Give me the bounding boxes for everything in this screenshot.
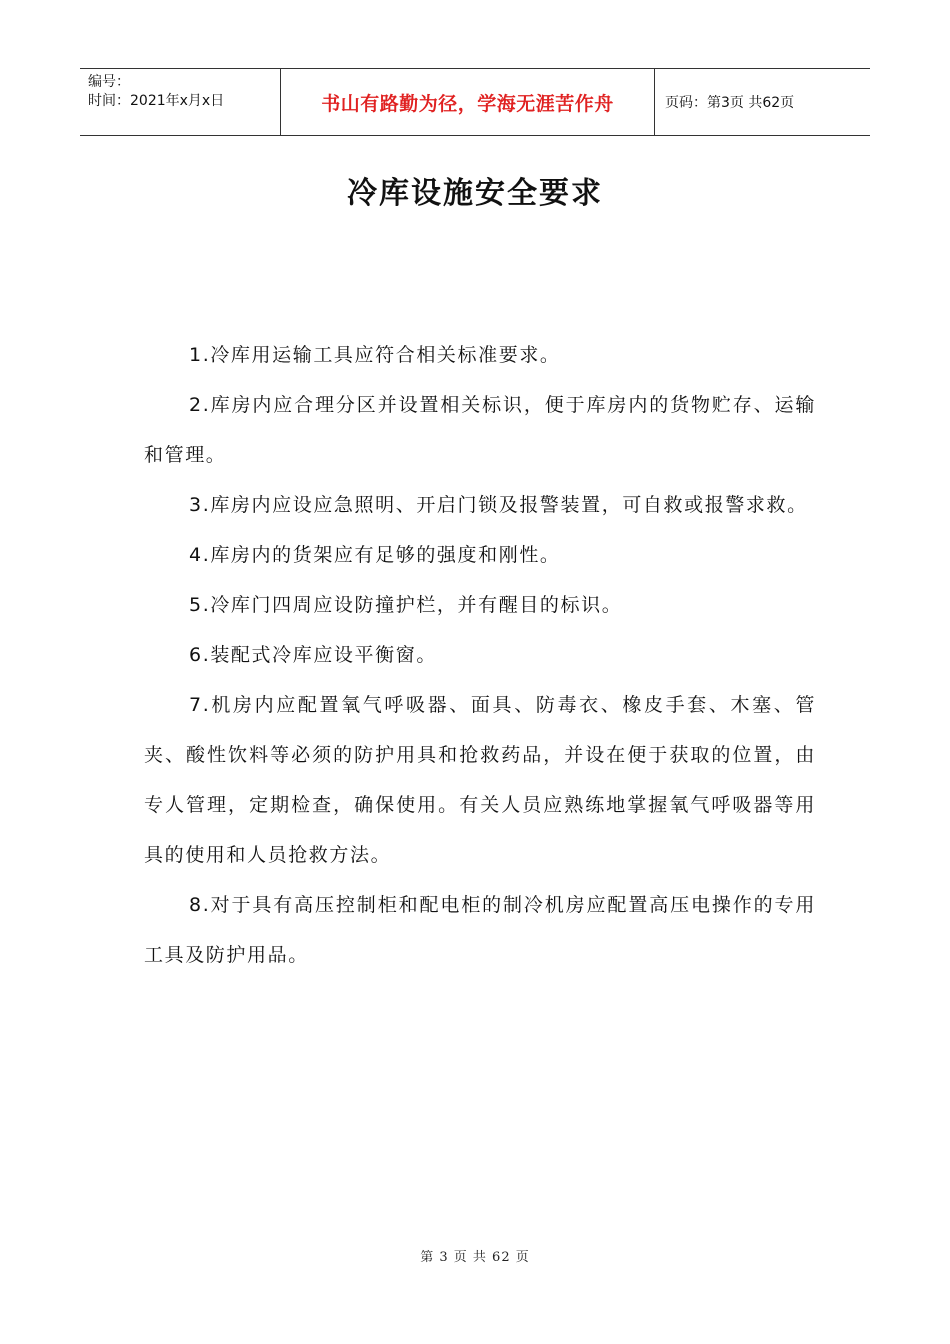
paragraph-8: 8.对于具有高压控制柜和配电柜的制冷机房应配置高压电操作的专用工具及防护用品。 — [144, 894, 816, 966]
header-motto: 书山有路勤为径，学海无涯苦作舟 — [321, 92, 614, 115]
paragraph-6: 6.装配式冷库应设平衡窗。 — [189, 644, 437, 666]
paragraph-4: 4.库房内的货架应有足够的强度和刚性。 — [189, 544, 561, 566]
document-title: 冷库设施安全要求 — [347, 176, 603, 211]
document-date: 时间：2021年x月x日 — [88, 93, 225, 109]
paragraph-7: 7.机房内应配置氧气呼吸器、面具、防毒衣、橡皮手套、木塞、管夹、酸性饮料等必须的防护用具和抢救药品，并设在便于获取的位置，由专人管理，定期检查，确保使用。有关人员应熟练地掌握氧气呼吸器等用具的使用和人员抢救方法。 — [144, 694, 816, 866]
paragraph-2: 2.库房内应合理分区并设置相关标识，便于库房内的货物贮存、运输和管理。 — [144, 394, 816, 466]
document-body — [144, 330, 816, 980]
header-meta-cell — [80, 69, 281, 135]
page-footer: 第 3 页 共 62 页 — [420, 1250, 530, 1265]
header-page-info: 页码：第3页 共62页 — [665, 95, 795, 111]
paragraph-3: 3.库房内应设应急照明、开启门锁及报警装置，可自救或报警求救。 — [189, 494, 808, 516]
header-page-cell — [655, 69, 870, 135]
document-number-label: 编号： — [88, 74, 130, 90]
paragraph-5: 5.冷库门四周应设防撞护栏，并有醒目的标识。 — [189, 594, 623, 616]
paragraph-1: 1.冷库用运输工具应符合相关标准要求。 — [189, 344, 561, 366]
header-motto-cell — [281, 69, 655, 135]
document-header — [80, 68, 870, 136]
